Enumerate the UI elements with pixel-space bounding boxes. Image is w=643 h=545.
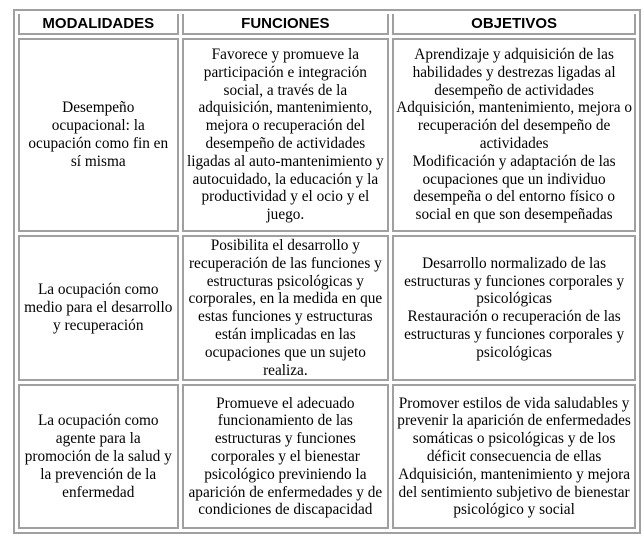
table-row — [18, 235, 636, 381]
table-row — [18, 38, 636, 232]
objetivos-cell — [392, 384, 636, 529]
objetivos-cell — [392, 235, 636, 381]
objetivo-item: Desarrollo normalizado de las estructuras y funciones corporales y psicológicas — [404, 254, 625, 308]
modalidad-cell: Desempeño ocupacional: la ocupación como fin en sí misma — [18, 38, 179, 232]
objetivo-item: Adquisición, mantenimiento y mejora del sentimiento subjetivo de bienestar psicológico y social — [398, 465, 631, 519]
modalidades-table — [13, 9, 641, 534]
header-modalidades: MODALIDADES — [18, 14, 179, 35]
header-funciones: FUNCIONES — [182, 14, 390, 35]
objetivo-item: Aprendizaje y adquisición de las habilidades y destrezas ligadas al desempeño de actividades — [412, 46, 616, 99]
funciones-cell: Posibilita el desarrollo y recuperación de las funciones y estructuras psicológicas y corporales, en la medida en que estas funciones y estructuras están implicadas en las ocupaciones que un sujeto realiza. — [182, 235, 390, 381]
objetivo-item: Restauración o recuperación de las estructuras y funciones corporales y psicológicas — [404, 308, 625, 361]
header-objetivos: OBJETIVOS — [392, 14, 636, 35]
table-row — [18, 384, 636, 529]
modalidad-cell: La ocupación como agente para la promoción de la salud y la prevención de la enfermedad — [18, 384, 179, 529]
objetivo-item: Promover estilos de vida saludables y prevenir la aparición de enfermedades somáticas o psicológicas y de los déficit consecuencia de ellas — [397, 394, 631, 465]
objetivos-cell — [392, 38, 636, 232]
objetivo-item: Adquisición, mantenimiento, mejora o recuperación del desempeño de actividades — [396, 99, 632, 152]
table-header-row — [18, 14, 636, 35]
objetivo-item: Modificación y adaptación de las ocupaciones que un individuo desempeña o del entorno físico o social en que son desempeñadas — [412, 152, 616, 224]
funciones-cell: Favorece y promueve la participación e integración social, a través de la adquisición, mantenimiento, mejora o recuperación del desempeño de actividades ligadas al auto-mantenimiento y autocuidado, la educación y la productividad y el ocio y el juego. — [182, 38, 390, 232]
modalidad-cell: La ocupación como medio para el desarrollo y recuperación — [18, 235, 179, 381]
funciones-cell: Promueve el adecuado funcionamiento de las estructuras y funciones corporales y el bienestar psicológico previniendo la aparición de enfermedades y de condiciones de discapacidad — [182, 384, 390, 529]
